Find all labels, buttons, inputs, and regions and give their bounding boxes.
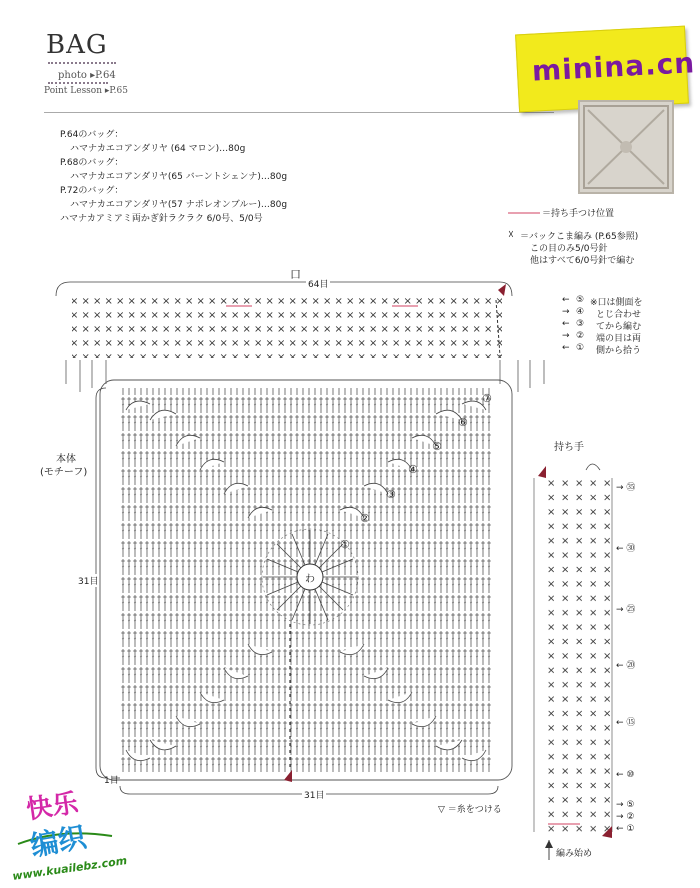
materials-line-2: ハマナカエコアンダリヤ (64 マロン)…80g xyxy=(70,144,246,154)
materials-line-3: P.68のバッグ： xyxy=(60,158,124,168)
watermark-text-2: 编织 xyxy=(27,820,89,863)
edge-row-4-num: ④ xyxy=(576,307,585,317)
round-label-4: ④ xyxy=(408,463,418,476)
handle-row-5: → ⑤ xyxy=(616,800,635,810)
edge-row-3-num: ③ xyxy=(576,319,585,329)
handle-row-15: ← ⑮ xyxy=(616,718,636,728)
round-label-7: ⑦ xyxy=(482,392,492,405)
materials-line-5: P.72のバッグ： xyxy=(60,186,124,196)
bottom-stitch-count: 31目 xyxy=(302,788,326,801)
round-label-3: ③ xyxy=(386,488,396,501)
handle-row-25: → ㉕ xyxy=(616,605,636,615)
page-title: BAG xyxy=(46,30,108,60)
edge-note-3: てから編む xyxy=(596,322,642,332)
round-label-5: ⑤ xyxy=(432,440,442,453)
edge-note-1: ※口は側面を xyxy=(590,298,643,308)
handle-start-arrowhead xyxy=(545,840,553,848)
round-label-6: ⑥ xyxy=(458,416,468,429)
first-stitch-label: 1目 xyxy=(104,776,119,786)
watermark-url: www.kuailebz.com xyxy=(11,854,128,883)
handle-attach-marker-top xyxy=(538,466,546,478)
legend-handle-position: ＝持ち手つけ位置 xyxy=(542,209,615,219)
opening-label: 口 xyxy=(290,268,301,281)
handle-row-10: ← ⑩ xyxy=(616,770,635,780)
handle-row-1: ← ① xyxy=(616,824,635,834)
materials-line-7: ハマナカアミアミ両かぎ針ラクラク 6/0号、5/0号 xyxy=(60,214,263,224)
edge-rows xyxy=(72,290,502,358)
edge-row-2-num: ② xyxy=(576,331,585,341)
edge-row-1-num: ① xyxy=(576,343,585,353)
legend-back-stitch: ＝バックこま編み (P.65参照) xyxy=(520,232,639,242)
handle-row-35: → ㉟ xyxy=(616,483,636,493)
handle-stitch-grid xyxy=(540,478,612,832)
edge-row-5-arrow: ← xyxy=(562,295,570,305)
handle-start-label: 編み始め xyxy=(556,849,593,859)
photo-reference: photo ▸P.64 xyxy=(58,70,116,81)
watermark-text-1: 快乐 xyxy=(24,788,81,826)
edge-row-5-num: ⑤ xyxy=(576,295,585,305)
body-label: 本体 xyxy=(56,454,76,465)
side-strands xyxy=(66,360,544,392)
materials-line-6: ハマナカエコアンダリヤ(57 ナボレオンブルー)…80g xyxy=(70,200,288,210)
legend-back-stitch-note2: 他はすべて6/0号針で編む xyxy=(530,256,635,266)
handle-turn-arc xyxy=(586,464,600,470)
edge-row-1-arrow: ← xyxy=(562,343,570,353)
round-label-1: ① xyxy=(340,538,350,551)
edge-row-2-arrow: → xyxy=(562,331,570,341)
edge-note-4: 端の目は両 xyxy=(596,334,642,344)
handle-row-30: ← ㉚ xyxy=(616,544,636,554)
legend-attach-yarn: ▽ ＝糸をつける xyxy=(438,805,502,815)
materials-line-1: P.64のバッグ： xyxy=(60,130,124,140)
handle-row-20: ← ⑳ xyxy=(616,661,636,671)
logo-text: minina.cn xyxy=(531,46,696,88)
edge-note-2: とじ合わせ xyxy=(596,310,642,320)
side-stitch-count: 31目 xyxy=(78,574,98,587)
back-stitch-symbol: ☓ xyxy=(508,228,514,241)
point-lesson-reference: Point Lesson ▸P.65 xyxy=(44,86,128,96)
edge-note-5: 側から拾う xyxy=(596,346,642,356)
edge-row-4-arrow: → xyxy=(562,307,570,317)
round-label-2: ② xyxy=(360,512,370,525)
handle-row-2: → ② xyxy=(616,812,635,822)
body-sublabel: (モチーフ) xyxy=(40,467,88,478)
materials-line-4: ハマナカエコアンダリヤ(65 バーントシェンナ)…80g xyxy=(70,172,288,182)
handle-title: 持ち手 xyxy=(554,442,584,453)
top-stitch-count: 64目 xyxy=(306,277,330,290)
edge-row-3-arrow: ← xyxy=(562,319,570,329)
legend-back-stitch-note1: この目のみ5/0号針 xyxy=(530,244,608,254)
center-ring-label: わ xyxy=(305,574,315,585)
